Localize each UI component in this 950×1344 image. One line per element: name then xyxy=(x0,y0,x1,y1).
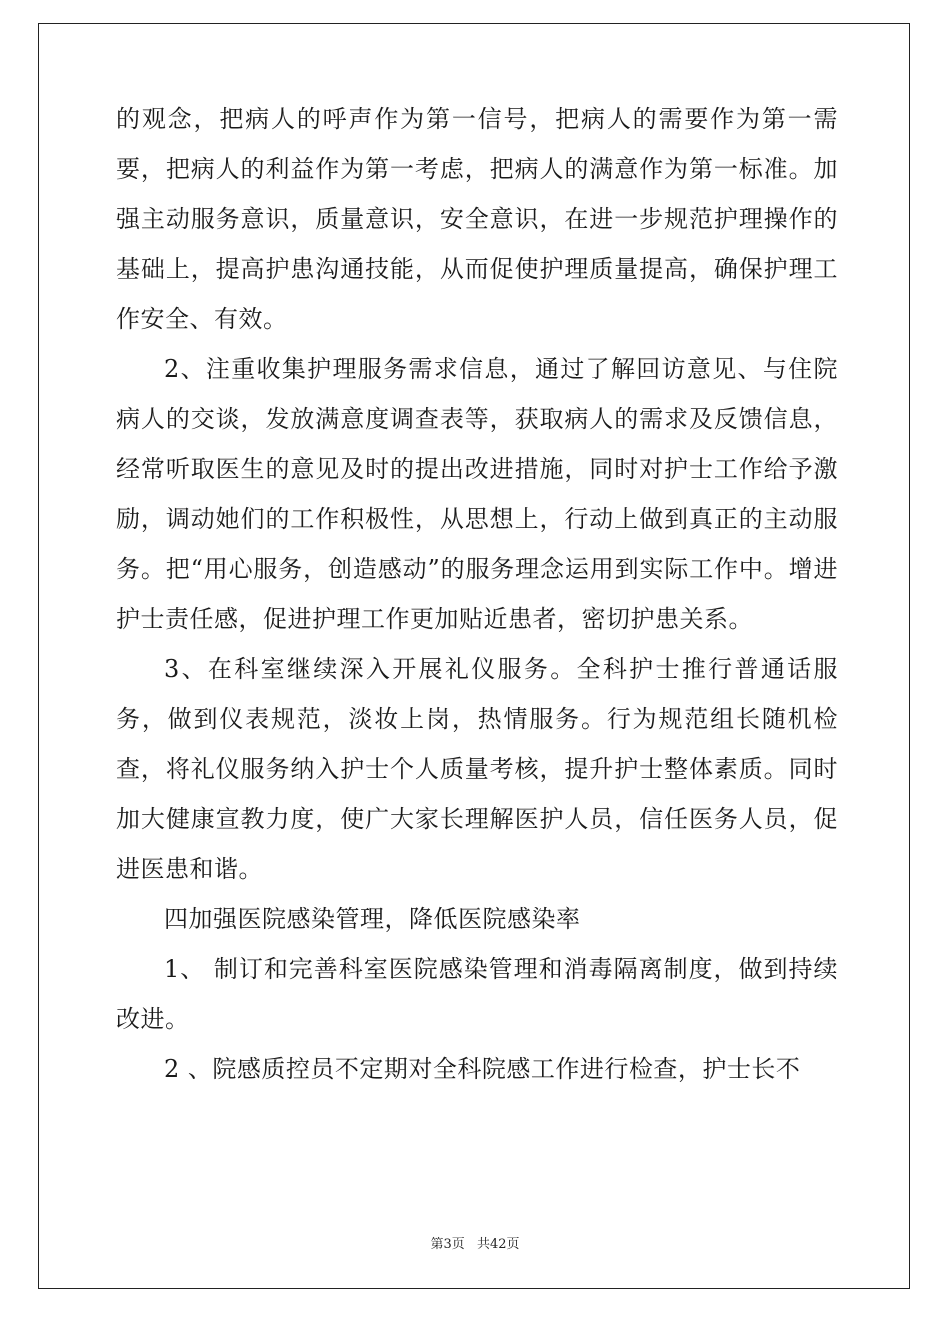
document-body xyxy=(116,94,838,1094)
paragraph-4: 1、 制订和完善科室医院感染管理和消毒隔离制度，做到持续改进。 xyxy=(116,955,838,1033)
paragraph-5: 2 、院感质控员不定期对全科院感工作进行检查，护士长不 xyxy=(164,1055,801,1083)
page-footer xyxy=(0,1233,950,1252)
page-total: 共42页 xyxy=(476,1237,520,1252)
section-heading: 四加强医院感染管理，降低医院感染率 xyxy=(164,905,581,933)
paragraph-1: 的观念，把病人的呼声作为第一信号，把病人的需要作为第一需要，把病人的利益作为第一考虑，把病人的满意作为第一标准。加强主动服务意识，质量意识，安全意识，在进一步规范护理操作的基础上，提高护患沟通技能，从而促使护理质量提高，确保护理工作安全、有效。 xyxy=(116,105,838,333)
paragraph-3: 3、在科室继续深入开展礼仪服务。全科护士推行普通话服务，做到仪表规范，淡妆上岗，热情服务。行为规范组长随机检查，将礼仪服务纳入护士个人质量考核，提升护士整体素质。同时加大健康宣教力度，使广大家长理解医护人员，信任医务人员，促进医患和谐。 xyxy=(116,655,838,883)
page-number: 第3页 xyxy=(430,1237,465,1252)
paragraph-2: 2、注重收集护理服务需求信息，通过了解回访意见、与住院病人的交谈，发放满意度调查表等，获取病人的需求及反馈信息，经常听取医生的意见及时的提出改进措施，同时对护士工作给予激励，调动她们的工作积极性，从思想上，行动上做到真正的主动服务。把“用心服务，创造感动”的服务理念运用到实际工作中。增进护士责任感，促进护理工作更加贴近患者，密切护患关系。 xyxy=(116,355,838,633)
